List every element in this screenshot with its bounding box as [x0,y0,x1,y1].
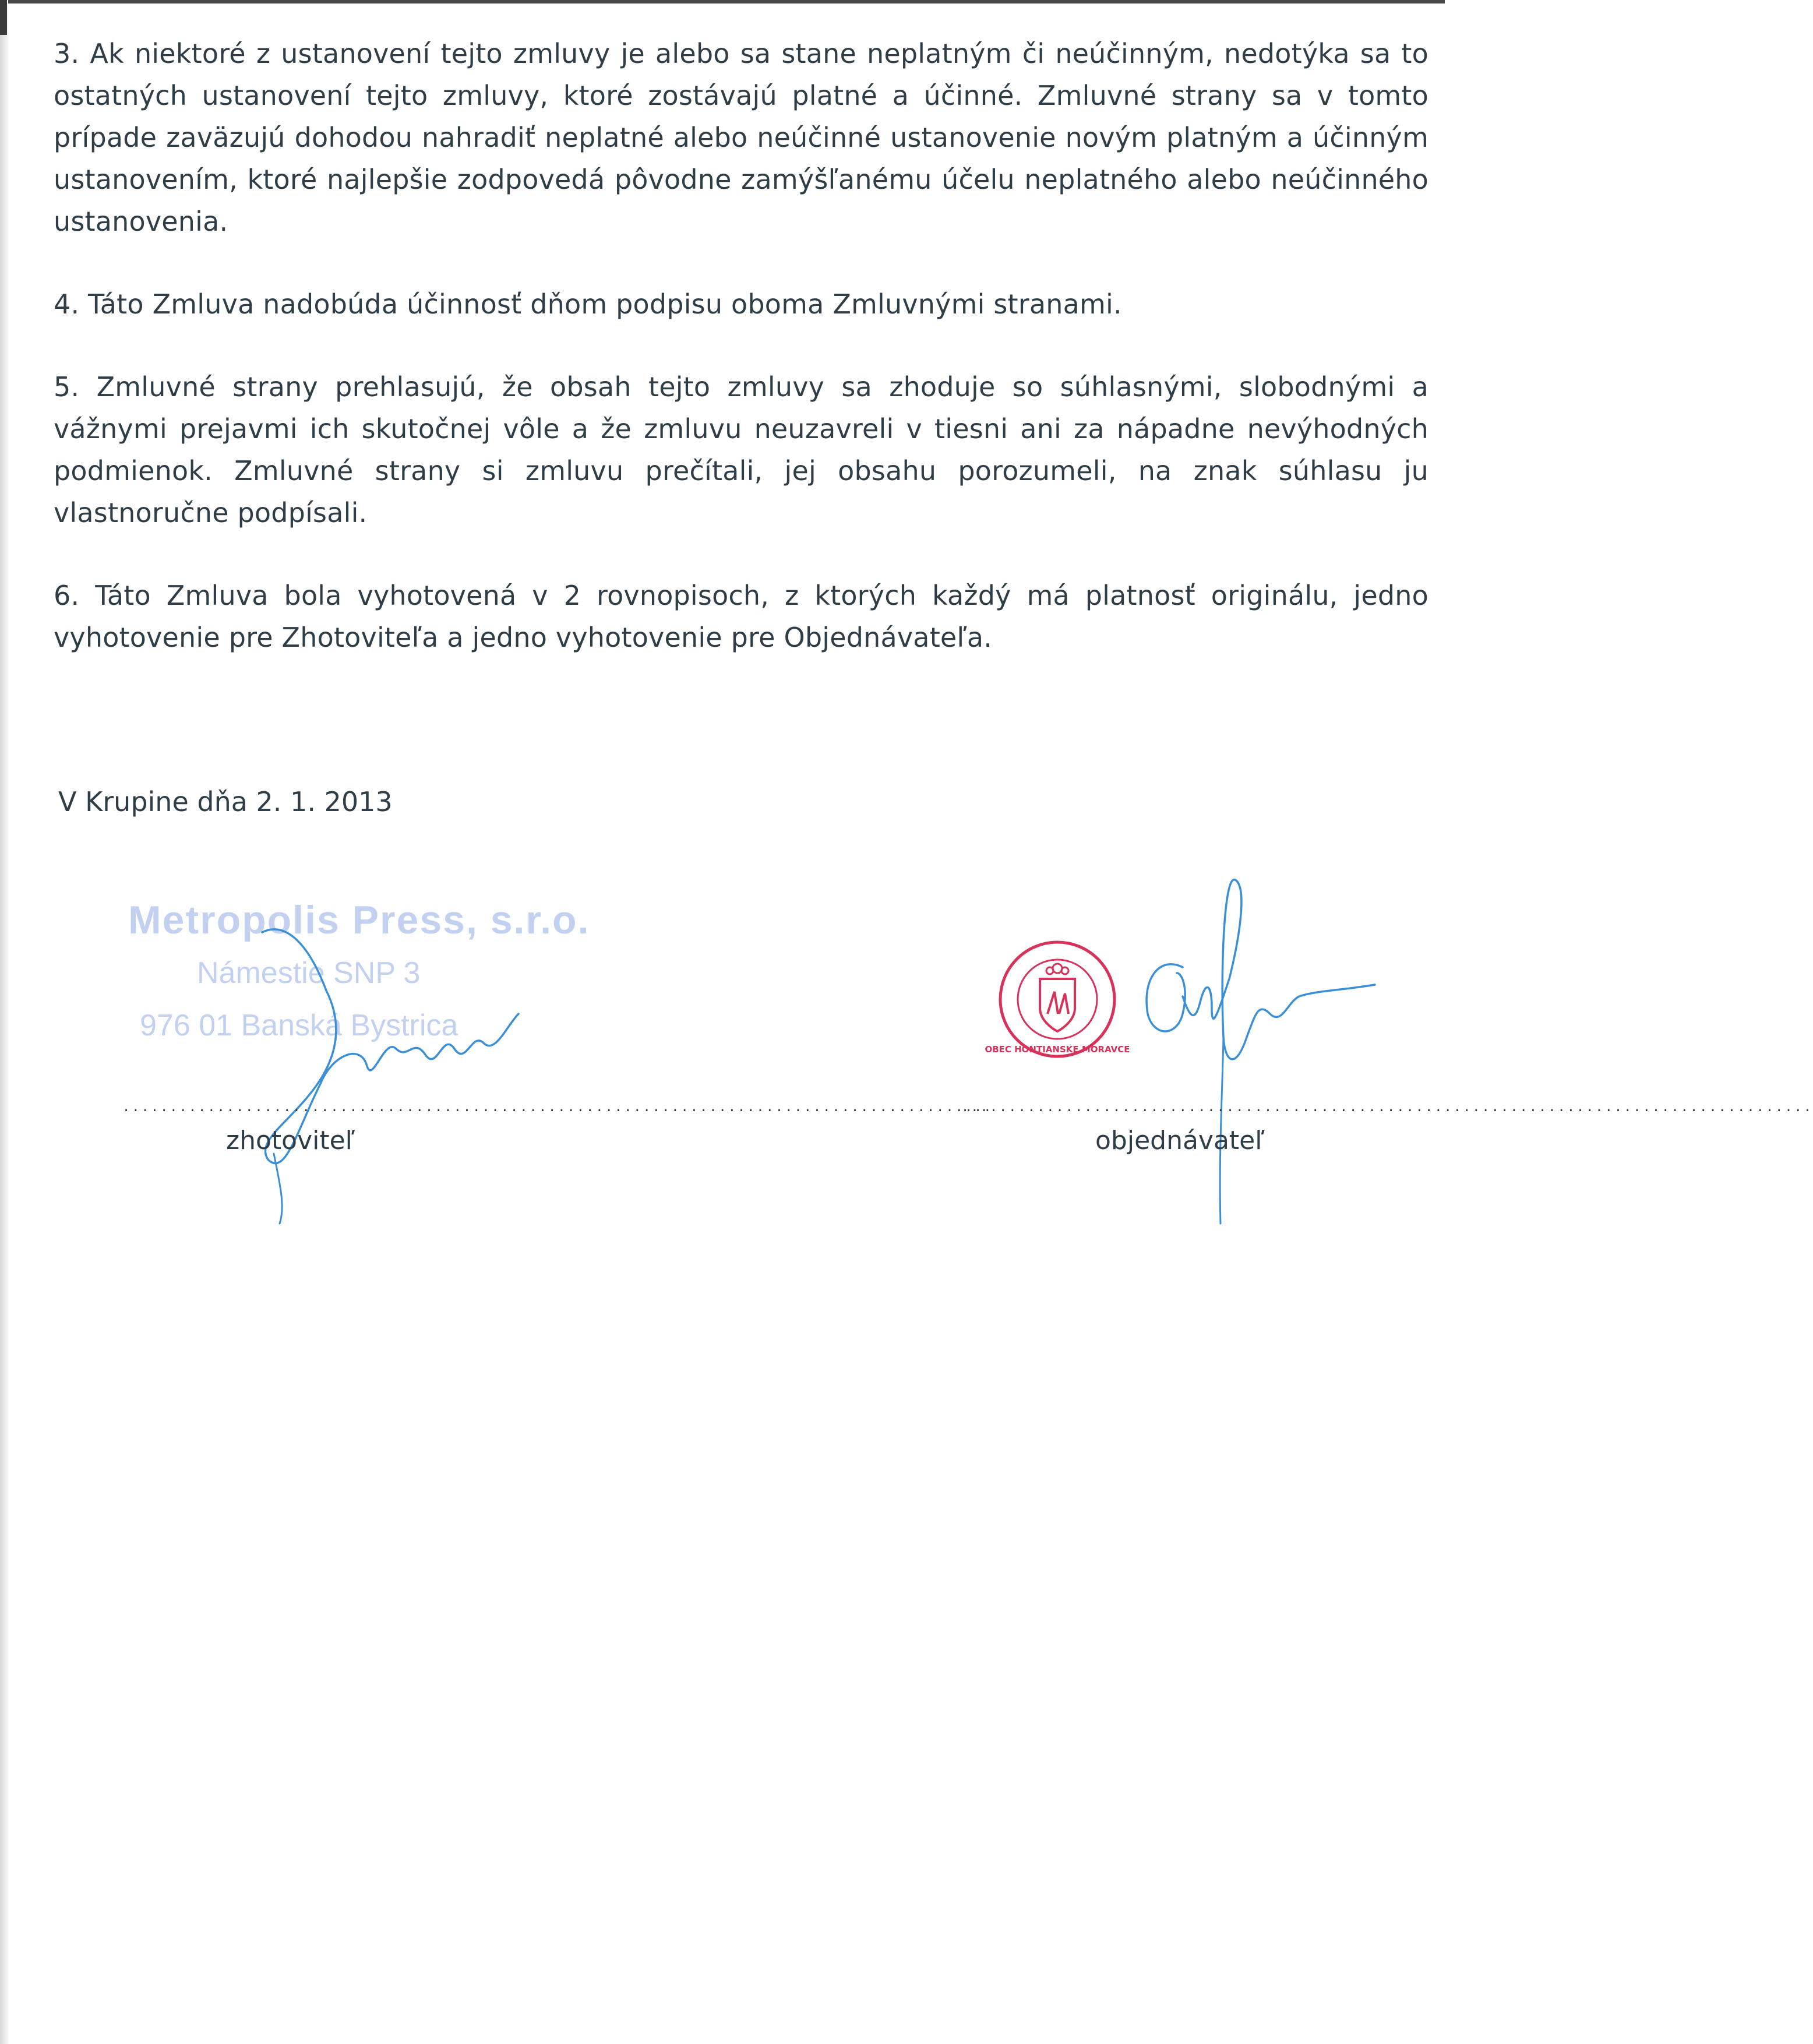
paragraph-3: 3. Ak niektoré z ustanovení tejto zmluvy je alebo sa stane neplatným či neúčinným, nedotýka sa to ostatných ustanovení tejto zmluvy, ktoré zostávajú platné a účinné. Zmluvné strany sa v tomto prípade zaväzujú dohodou nahradiť neplatné alebo neúčinné ustanovenie novým platným a účinným ustanovením, ktoré najlepšie zodpovedá pôvodne zamýšľanému účelu neplatného alebo neúčinného ustanovenia. [54,38,1428,237]
company-stamp-street: Námestie SNP 3 [197,956,421,990]
paragraph-6: 6. Táto Zmluva bola vyhotovená v 2 rovnopisoch, z ktorých každý má platnosť originálu, jedno vyhotovenie pre Zhotoviteľa a jedno vyhotovenie pre Objednávateľa. [54,580,1428,653]
contract-body [54,33,1428,699]
scan-top-edge [0,0,1445,3]
paragraph-4: 4. Táto Zmluva nadobúda účinnosť dňom podpisu oboma Zmluvnými stranami. [54,288,1122,320]
paragraph-5: 5. Zmluvné strany prehlasujú, že obsah tejto zmluvy sa zhoduje so súhlasnými, slobodnými a vážnymi prejavmi ich skutočnej vôle a že zmluvu neuzavreli v tiesni ani za nápadne nevýhodných podmienok. Zmluvné strany si zmluvu prečítali, jej obsahu porozumeli, na znak súhlasu ju vlastnoručne podpísali. [54,371,1428,528]
client-label: objednávateľ [1095,1126,1265,1155]
place-and-date: V Krupine dňa 2. 1. 2013 [58,786,393,817]
contractor-signature-line: ............................................................................................ [122,1100,993,1115]
contractor-label: zhotoviteľ [226,1126,355,1155]
seal-text: OBEC HONTIANSKE MORAVCE [985,1044,1130,1055]
scan-left-edge [0,0,8,2044]
scan-edge-mark [0,0,7,35]
contractor-handwritten-signature [192,909,565,1235]
company-stamp-city: 976 01 Banská Bystrica [140,1009,458,1042]
client-signature-block [944,862,1813,1235]
client-signature-line: .......................................................................................... [961,1100,1813,1115]
client-handwritten-signature [1095,862,1398,1235]
contractor-signature-block [122,897,993,1224]
company-stamp-name: Metropolis Press, s.r.o. [128,898,590,942]
